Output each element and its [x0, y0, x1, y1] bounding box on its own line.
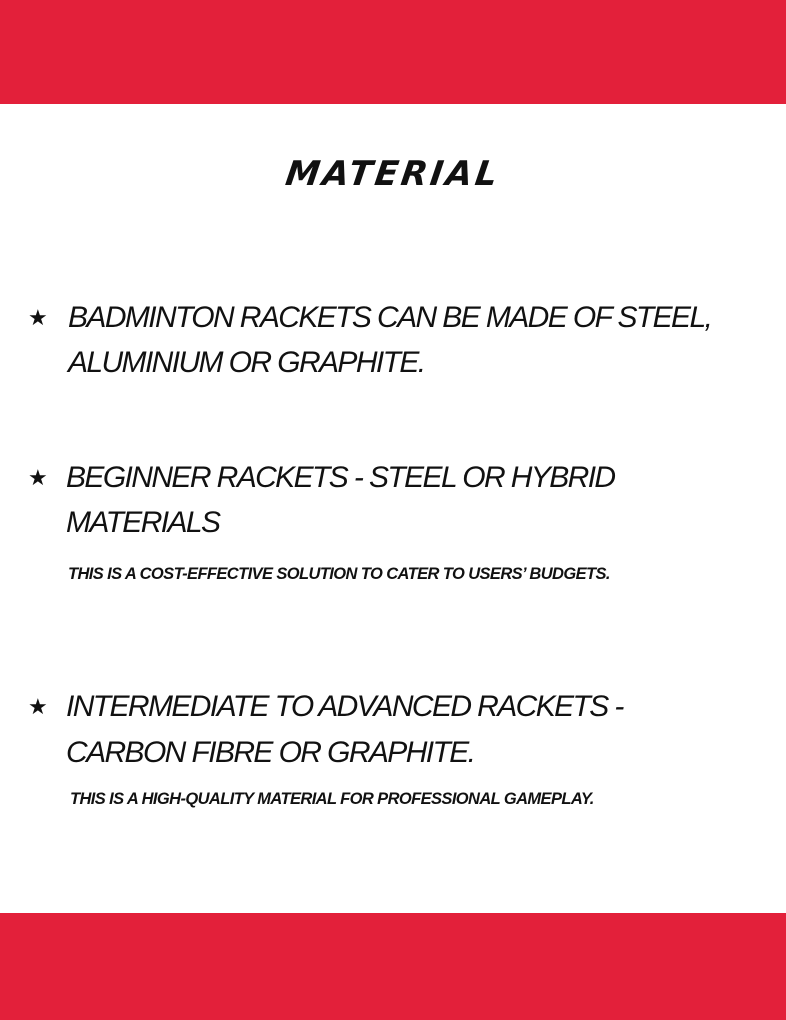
page-title: MATERIAL — [283, 154, 503, 194]
bullet-1-line-1: BADMINTON RACKETS CAN BE MADE OF STEEL, — [68, 301, 712, 334]
star-bullet-icon: ★ — [28, 695, 48, 720]
star-bullet-icon: ★ — [28, 306, 48, 331]
bottom-color-band — [0, 913, 786, 1020]
bullet-3-line-1: INTERMEDIATE TO ADVANCED RACKETS - — [66, 690, 623, 723]
top-color-band — [0, 0, 786, 104]
bullet-2-line-2: MATERIALS — [66, 506, 220, 539]
bullet-2-line-1: BEGINNER RACKETS - STEEL OR HYBRID — [66, 461, 615, 494]
star-bullet-icon: ★ — [28, 466, 48, 491]
bullet-3-note: THIS IS A HIGH-QUALITY MATERIAL FOR PROFESSIONAL GAMEPLAY. — [70, 790, 594, 808]
bullet-2-note: THIS IS A COST-EFFECTIVE SOLUTION TO CATER TO USERS’ BUDGETS. — [68, 565, 610, 583]
bullet-3-line-2: CARBON FIBRE OR GRAPHITE. — [66, 736, 475, 769]
bullet-1-line-2: ALUMINIUM OR GRAPHITE. — [68, 346, 425, 379]
